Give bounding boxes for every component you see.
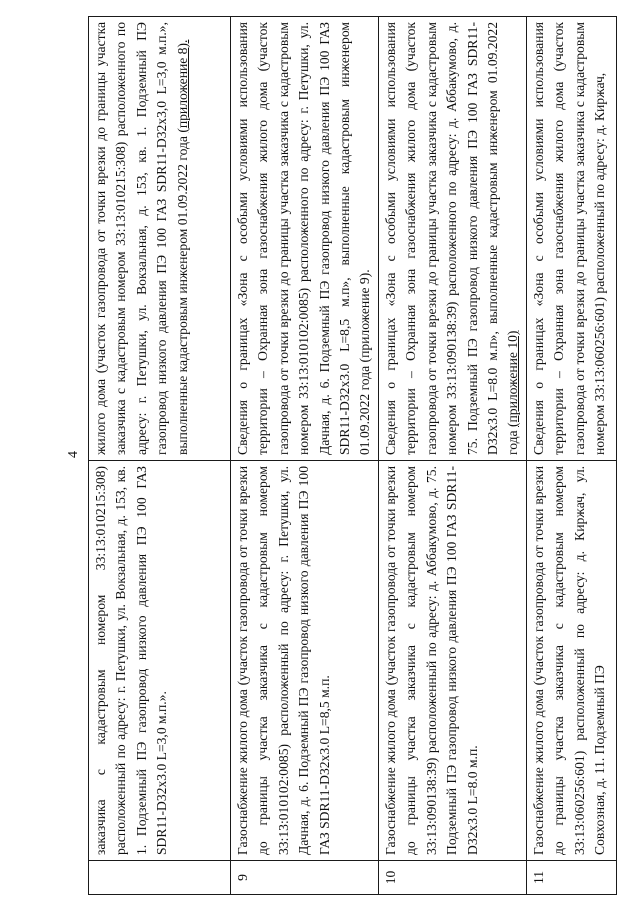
info-annex: (приложение 8).	[174, 39, 190, 133]
info-text: Сведения о границах «Зона с особыми условиями использования территории – Охранная зона газоснабжения жилого дома (участок газопровода от точки врезки до границы участка заказчика с кадастровым номером 33:13:060256:601) расположенный по адресу: д. Киржач,	[530, 22, 607, 455]
row-number	[89, 861, 231, 895]
table-row	[526, 17, 616, 895]
table-row	[379, 17, 527, 895]
object-cell: заказчика с кадастровым номером 33:13:010215:308) расположенный по адресу: г. Петушки, ул. Вокзальная, д. 153, кв. 1. Подземный ПЭ газопровод низкого давления ПЭ 100 ГАЗ SDR11-D32x3.0 L=3,0 м.п.».	[89, 461, 231, 861]
object-cell: Газоснабжение жилого дома (участок газопровода от точки врезки до границы участка заказчика с кадастровым номером 33:13:060256:601) расположенный по адресу: д. Киржач, ул. Совхозная, д. 11. Подземный ПЭ	[526, 461, 616, 861]
row-number: 11	[526, 861, 616, 895]
table-row	[89, 17, 231, 895]
table-row	[231, 17, 379, 895]
row-number: 10	[379, 861, 527, 895]
row-number: 9	[231, 861, 379, 895]
info-annex: (приложение 10)	[505, 330, 521, 427]
info-cell	[231, 17, 379, 461]
info-cell	[526, 17, 616, 461]
page-number: 4	[66, 451, 81, 458]
rotated-content	[62, 12, 607, 897]
info-cell	[89, 17, 231, 461]
info-text: жилого дома (участок газопровода от точки врезки до границы участка заказчика с кадастровым номером 33:13:010215:308) расположенного по адресу: г. Петушки, ул. Вокзальная, д. 153, кв. 1. Подземный ПЭ газопровод низкого давления ПЭ 100 ГАЗ SDR11-D32x3,0 L=3,0 м.п.», выполненные кадастровым инженером 01.09.2022 года	[93, 22, 190, 455]
zones-table	[88, 16, 617, 895]
info-text: Сведения о границах «Зона с особыми условиями использования территории – Охранная зона газоснабжения жилого дома (участок газопровода от точки врезки до границы участка заказчика с кадастровым номером 33:13:010102:0085) расположенного по адресу: г. Петушки, ул. Дачная, д. 6. Подземный ПЭ газопровод низкого давления ПЭ 100 ГАЗ SDR11-D32x3.0 L=8,5 м.п», выполненные кадастровым инженером 01.09.2022 года (приложение 9).	[235, 22, 373, 455]
info-text: Сведения о границах «Зона с особыми условиями использования территории – Охранная зона газоснабжения жилого дома (участок газопровода от точки врезки до границы участка заказчика с кадастровым номером 33:13:090138:39) расположенного по адресу: д. Аббакумово, д. 75. Подземный ПЭ газопровод низкого давления ПЭ 100 ГАЗ SDR11-D32x3.0 L=8.0 м.п», выполненные кадастровым инженером 01.09.2022 года	[383, 22, 521, 455]
info-cell	[379, 17, 527, 461]
object-cell: Газоснабжение жилого дома (участок газопровода от точки врезки до границы участка заказчика с кадастровым номером 33:13:010102:0085) расположенный по адресу: г. Петушки, ул. Дачная, д. 6. Подземный ПЭ газопровод низкого давления ПЭ 100 ГАЗ SDR11-D32x3.0 L=8,5 м.п.	[231, 461, 379, 861]
object-cell: Газоснабжение жилого дома (участок газопровода от точки врезки до границы участка заказчика с кадастровым номером 33:13:090138:39) расположенный по адресу: д. Аббакумово, д. 75. Подземный ПЭ газопровод низкого давления ПЭ 100 ГАЗ SDR11-D32x3.0 L=8.0 м.п.	[379, 461, 527, 861]
